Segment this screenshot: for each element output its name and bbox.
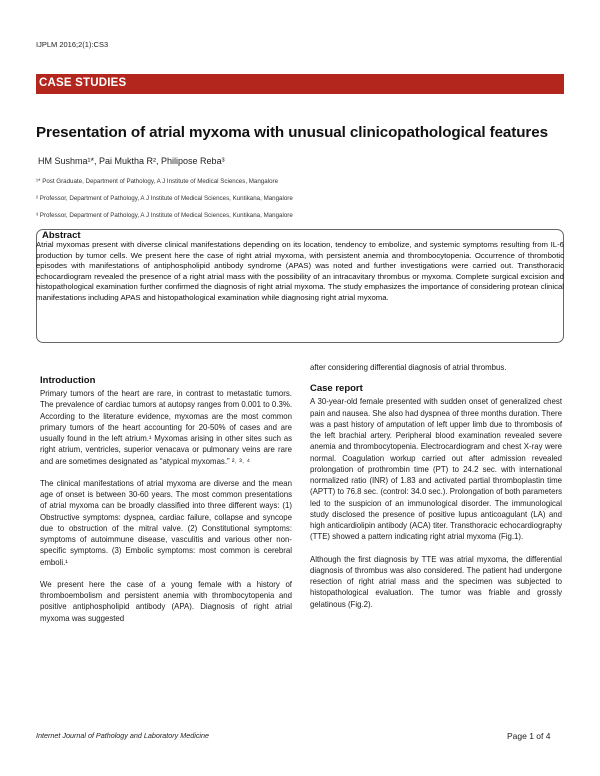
abstract-heading: Abstract [42, 230, 81, 241]
journal-citation: IJPLM 2016;2(1):CS3 [36, 40, 109, 49]
footer-journal-name: Internet Journal of Pathology and Laboratory Medicine [36, 731, 210, 740]
right-column [310, 362, 562, 610]
abstract-text: Atrial myxomas present with diverse clinical manifestations depending on its location, tendency to embolize, and systemic symptoms resulting from IL-6 production by tumor cells. We present here the case of right atrial myxoma, with persistent anemia and thrombocytopenia. Occurrence of thrombotic episodes with manifestations of antiphospholipid antibody syndrome (APAS) was noted and further investigations were carried out. Transthoracic echocardiogram revealed the presence of a right atrial mass with the possibility of an intracavitary thrombus or myxoma. Complete surgical excision and histopathological examination further confirmed the diagnosis of right atrial myxoma. The study emphasizes the importance of considering protean clinical manifestations including APAS and histopathological examination while diagnosing right atrial myxoma. [36, 240, 564, 302]
introduction-paragraph-2: The clinical manifestations of atrial myxoma are diverse and the mean age of onset is between 30-60 years. The most common presentations of atrial myxoma can be broadly classified into three different ways: (1) Obstructive symptoms: dyspnea, cardiac failure, collapse and syncope due to obstruction of the mitral valve. (2) Constitutional symptoms: symptoms of autoimmune disease, vasculitis and various other non-specific symptoms. (3) Embolic symptoms: most common is cerebral emboli.¹ [40, 478, 292, 567]
affiliation-2: ² Professor, Department of Pathology, A J Institute of Medical Sciences, Kuntikana, Mangalore [36, 195, 293, 202]
author-list: HM Sushma¹*, Pai Muktha R², Philipose Reba³ [38, 156, 225, 166]
case-report-paragraph-1: A 30-year-old female presented with sudden onset of generalized chest pain and nausea. She also had dyspnea of three months duration. There was a past history of amputation of left upper limb due to thrombosis of the left brachial artery. Peripheral blood examination revealed severe anemia and thrombocytopenia. Electrocardiogram and chest X-ray were normal. Coagulation workup carried out after admission revealed prolongation of prothrombin time (PT) to 24.2 sec. with international normalized ratio (INR) of 1.83 and activated partial thromboplastin time (APTT) to 76.8 sec. (control: 34.0 sec.). Prolongation of both parameters led to the suspicion of an immunological disorder. The immunological study disclosed the presence of positive lupus anticoagulant (LA) and high anticardiolipin antibody (ACA) titer. Transthoracic echocardiography (TTE) showed a pattern indicating right atrial myxoma (Fig.1). [310, 397, 562, 542]
introduction-paragraph-1: Primary tumors of the heart are rare, in contrast to metastatic tumors. The prevalence of cardiac tumors at autopsy ranges from 0.001 to 0.3%. According to the literature evidence, myxomas are the most common primary tumors of the heart accounting for 20-50% of cases and are usually found in the left atrium.¹ Myxomas arising in other sites such as right atrium, ventricles, superior venacava or pulmonary veins are rare and are sometimes designated as “atypical myxomas.” ²˒ ³˒ ⁴ [40, 389, 292, 466]
case-report-paragraph-2: Although the first diagnosis by TTE was atrial myxoma, the differential diagnosis of thrombus was also considered. The patient had undergone resection of right atrial mass and the specimen was subjected to histopathological evaluation. The tumor was friable and grossly gelatinous (Fig.2). [310, 554, 562, 609]
introduction-paragraph-3: We present here the case of a young female with a history of thromboembolism and persistent anemia with thrombocytopenia and positive antiphospholipid antibody (APA). Diagnosis of right atrial myxoma was suggested [40, 579, 292, 623]
continuation-text: after considering differential diagnosis of atrial thrombus. [310, 363, 507, 372]
section-banner [36, 74, 564, 94]
page-number: Page 1 of 4 [507, 731, 551, 741]
affiliation-3: ³ Professor, Department of Pathology, A J Institute of Medical Sciences, Kuntikana, Mangalore [36, 212, 293, 219]
affiliation-1: ¹* Post Graduate, Department of Pathology, A J Institute of Medical Sciences, Mangalore [36, 178, 279, 185]
case-report-heading: Case report [310, 383, 363, 395]
left-column [40, 375, 292, 624]
introduction-heading: Introduction [40, 375, 96, 386]
article-title: Presentation of atrial myxoma with unusual clinicopathological features [36, 124, 548, 141]
section-label: CASE STUDIES [39, 77, 127, 89]
